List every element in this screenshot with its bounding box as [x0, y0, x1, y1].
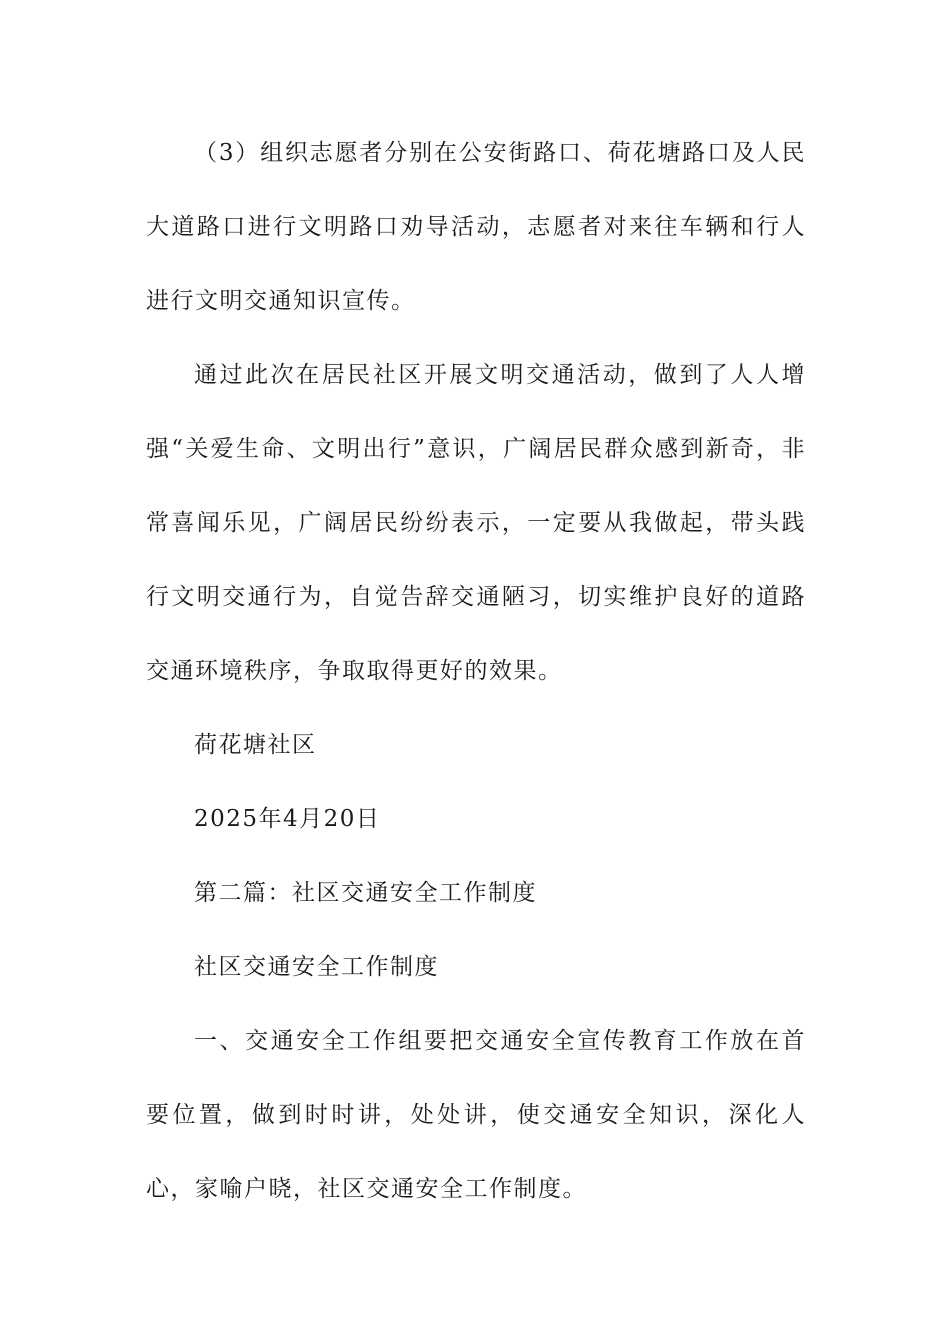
- section-heading: 第二篇：社区交通安全工作制度: [194, 880, 537, 906]
- paragraph-volunteer-activity: （3）组织志愿者分别在公安街路口、荷花塘路口及人民大道路口进行文明路口劝导活动，志愿者对来往车辆和行人进行文明交通知识宣传。: [146, 140, 806, 314]
- signature-community: 荷花塘社区: [194, 732, 317, 758]
- document-date: 2025年4月20日: [194, 806, 381, 832]
- paragraph-activity-summary: 通过此次在居民社区开展文明交通活动，做到了人人增强“关爱生命、文明出行”意识，广阔居民群众感到新奇，非常喜闻乐见，广阔居民纷纷表示，一定要从我做起，带头践行文明交通行为，自觉告辞交通陋习，切实维护良好的道路交通环境秩序，争取取得更好的效果。: [146, 362, 806, 684]
- section-title: 社区交通安全工作制度: [194, 954, 439, 980]
- rule-item-1: 一、交通安全工作组要把交通安全宣传教育工作放在首要位置，做到时时讲，处处讲，使交通安全知识，深化人心，家喻户晓，社区交通安全工作制度。: [146, 1028, 806, 1202]
